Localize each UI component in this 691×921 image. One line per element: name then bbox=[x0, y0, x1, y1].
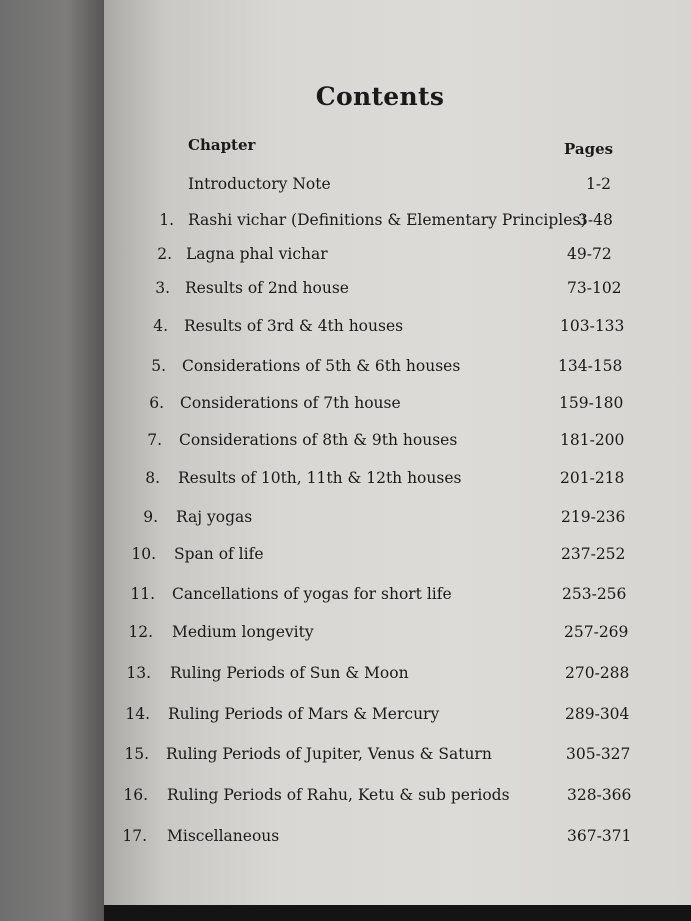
chapter-title: Ruling Periods of Jupiter, Venus & Saturn bbox=[166, 745, 492, 763]
page-range: 253-256 bbox=[562, 585, 627, 603]
chapter-number: 11. bbox=[130, 585, 155, 603]
chapter-title: Raj yogas bbox=[176, 508, 253, 526]
toc-entry bbox=[104, 827, 691, 851]
toc-entry bbox=[104, 745, 691, 769]
chapter-title: Miscellaneous bbox=[167, 827, 280, 845]
page-range: 237-252 bbox=[561, 545, 626, 563]
page-range: 73-102 bbox=[567, 279, 622, 297]
chapter-number: 13. bbox=[126, 664, 151, 682]
chapter-title: Ruling Periods of Sun & Moon bbox=[170, 664, 409, 682]
page-range: 134-158 bbox=[558, 357, 623, 375]
chapter-title: Results of 2nd house bbox=[185, 279, 349, 297]
page-range: 49-72 bbox=[567, 245, 612, 263]
chapter-number: 15. bbox=[124, 745, 149, 763]
chapter-title: Results of 10th, 11th & 12th houses bbox=[178, 469, 462, 487]
chapter-title: Span of life bbox=[174, 545, 264, 563]
chapter-number: 9. bbox=[143, 508, 158, 526]
chapter-number: 10. bbox=[131, 545, 156, 563]
page-range: 257-269 bbox=[564, 623, 629, 641]
page-range: 305-327 bbox=[566, 745, 631, 763]
chapter-title: Considerations of 7th house bbox=[180, 394, 401, 412]
page-bottom-shadow bbox=[104, 905, 691, 921]
page-range: 1-2 bbox=[586, 175, 611, 193]
page-range: 159-180 bbox=[559, 394, 624, 412]
chapter-number: 17. bbox=[122, 827, 147, 845]
page-range: 103-133 bbox=[560, 317, 625, 335]
chapter-title: Medium longevity bbox=[172, 623, 314, 641]
chapter-title: Ruling Periods of Mars & Mercury bbox=[168, 705, 440, 723]
chapter-number: 1. bbox=[159, 211, 174, 229]
chapter-number: 8. bbox=[145, 469, 160, 487]
chapter-title: Lagna phal vichar bbox=[186, 245, 328, 263]
page-range: 219-236 bbox=[561, 508, 626, 526]
toc-entry bbox=[104, 508, 691, 532]
chapter-number: 5. bbox=[151, 357, 166, 375]
toc-entry bbox=[104, 317, 691, 341]
chapter-title: Considerations of 5th & 6th houses bbox=[182, 357, 461, 375]
chapter-title: Rashi vichar (Definitions & Elementary Principles) bbox=[188, 211, 587, 229]
chapter-title: Cancellations of yogas for short life bbox=[172, 585, 452, 603]
toc-entry bbox=[104, 469, 691, 493]
pages-column-header: Pages bbox=[564, 140, 614, 158]
toc-entry bbox=[104, 357, 691, 381]
chapter-title: Results of 3rd & 4th houses bbox=[184, 317, 404, 335]
chapter-number: 3. bbox=[155, 279, 170, 297]
toc-entry bbox=[104, 545, 691, 569]
chapter-title: Introductory Note bbox=[188, 175, 331, 193]
page-title: Contents bbox=[315, 82, 445, 111]
chapter-number: 4. bbox=[153, 317, 168, 335]
chapter-title: Considerations of 8th & 9th houses bbox=[179, 431, 458, 449]
chapter-number: 7. bbox=[147, 431, 162, 449]
chapter-number: 12. bbox=[128, 623, 153, 641]
toc-entry bbox=[104, 279, 691, 303]
toc-entry bbox=[104, 585, 691, 609]
toc-entry bbox=[104, 786, 691, 810]
book-page bbox=[104, 0, 691, 905]
toc-entry bbox=[104, 664, 691, 688]
toc-entry bbox=[104, 705, 691, 729]
chapter-number: 2. bbox=[157, 245, 172, 263]
toc-entry bbox=[104, 175, 691, 199]
page-range: 289-304 bbox=[565, 705, 630, 723]
page-range: 270-288 bbox=[565, 664, 630, 682]
page-range: 3-48 bbox=[578, 211, 613, 229]
chapter-column-header: Chapter bbox=[188, 136, 256, 154]
toc-entry bbox=[104, 431, 691, 455]
toc-entry bbox=[104, 623, 691, 647]
page-range: 367-371 bbox=[567, 827, 632, 845]
toc-entry bbox=[104, 394, 691, 418]
toc-entry bbox=[104, 211, 691, 235]
page-range: 328-366 bbox=[567, 786, 632, 804]
chapter-number: 6. bbox=[149, 394, 164, 412]
chapter-number: 14. bbox=[125, 705, 150, 723]
chapter-number: 16. bbox=[123, 786, 148, 804]
page-range: 201-218 bbox=[560, 469, 625, 487]
toc-entry bbox=[104, 245, 691, 269]
page-range: 181-200 bbox=[560, 431, 625, 449]
chapter-title: Ruling Periods of Rahu, Ketu & sub periods bbox=[167, 786, 510, 804]
book-gutter bbox=[0, 0, 120, 921]
